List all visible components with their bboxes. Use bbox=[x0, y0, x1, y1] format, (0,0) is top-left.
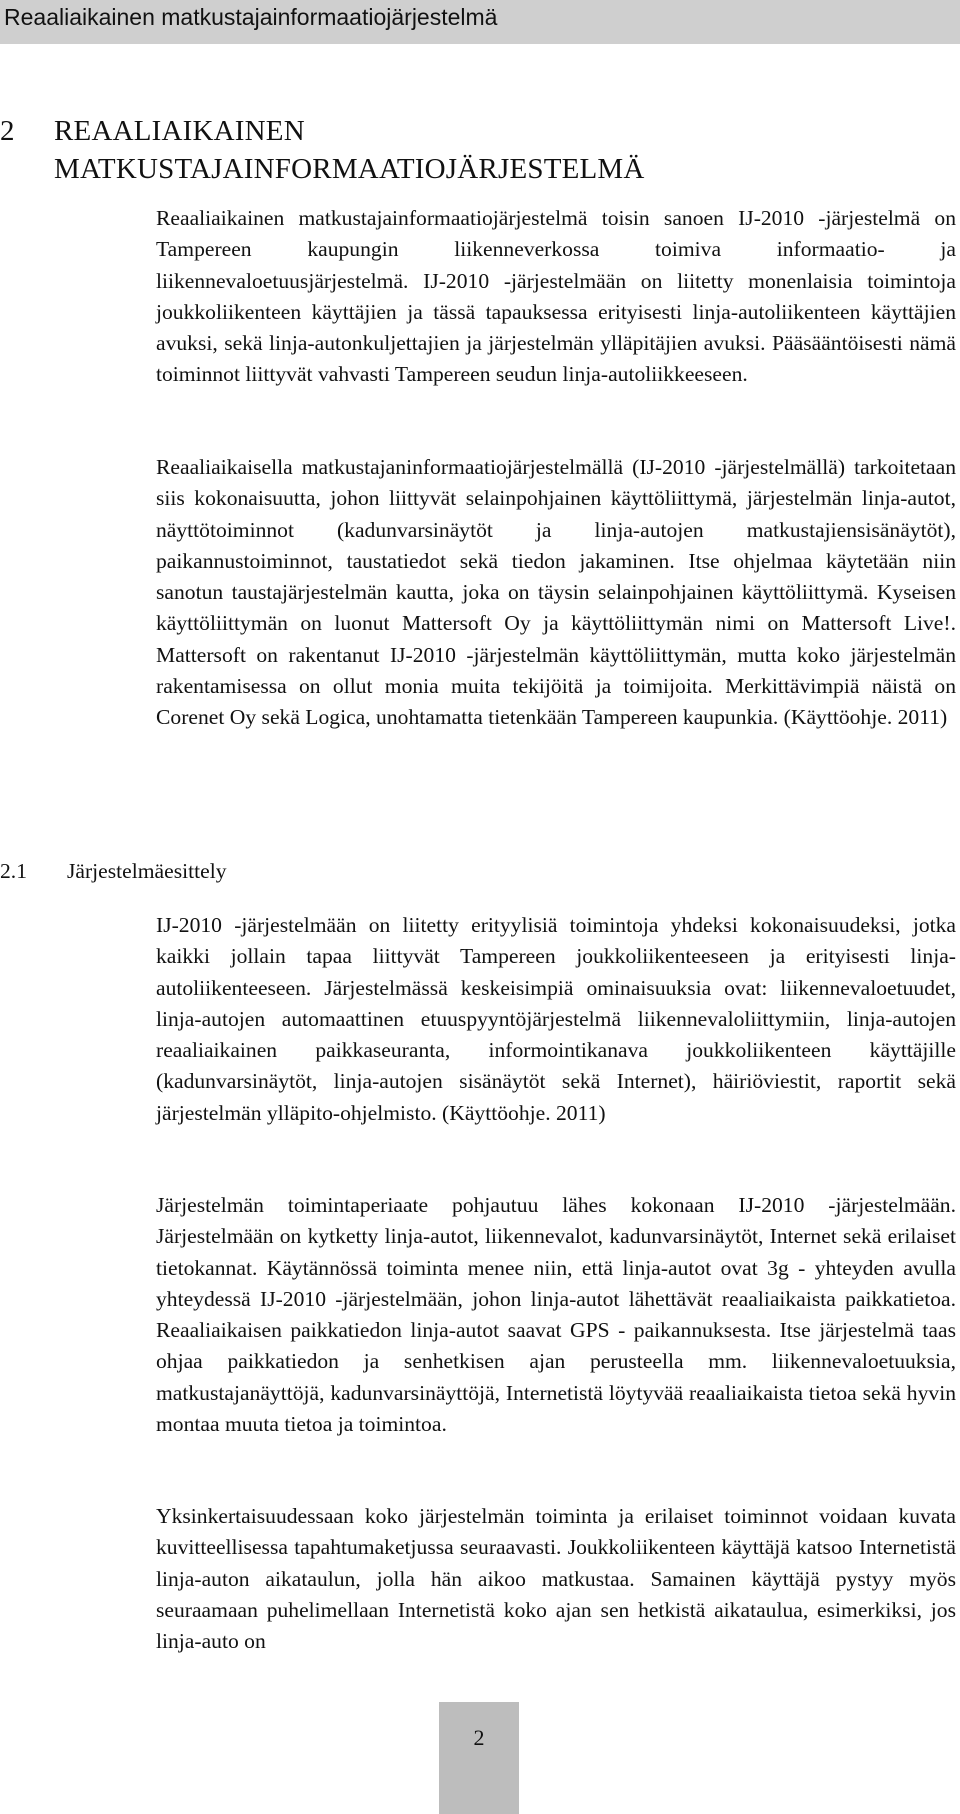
body-paragraph-section-2: Järjestelmän toimintaperiaate pohjautuu lähes kokonaan IJ-2010 -järjestelmään. Järjestelmään on kytketty linja-autot, liikennevalot, kadunvarsinäytöt, Internet sekä erilaiset tietokannat. Käytännössä toiminta menee niin, että linja-autot ovat 3g - yhteyden avulla yhteydessä IJ-2010 -järjestelmään, johon linja-autot lähettävät reaaliaikaista paikkatietoa. Reaaliaikaisen paikkatiedon linja-autot saavat GPS - paikannuksesta. Itse järjestelmä taas ohjaa paikkatiedon ja senhetkisen ajan perusteella mm. liikennevaloetuuksia, matkustajanäyttöjä, kadunvarsinäyttöjä, Internetistä löytyvää reaaliaikaista tietoa sekä hyvin montaa muuta tietoa ja toimintoa. bbox=[156, 1193, 956, 1437]
page-number-box bbox=[439, 1702, 519, 1814]
running-header-title: Reaaliaikainen matkustajainformaatiojärjestelmä bbox=[4, 4, 498, 30]
body-paragraph-section-3: Yksinkertaisuudessaan koko järjestelmän toiminta ja erilaiset toiminnot voidaan kuvata kuvitteellisessa tapahtumaketjussa seuraavasti. Joukkoliikenteen käyttäjä katsoo Internetistä linja-auton aikataulun, jolla hän aikoo matkustaa. Samainen käyttäjä pystyy myös seuraamaan puhelimellaan Internetistä koko ajan sen hetkistä aikataulua, esimerkiksi, jos linja-auto on bbox=[156, 1504, 956, 1654]
body-paragraph-intro-1: Reaaliaikainen matkustajainformaatiojärjestelmä toisin sanoen IJ-2010 -järjestelmä on Tampereen kaupungin liikenneverkossa toimiva informaatio- ja liikennevaloetuusjärjestelmä. IJ-2010 -järjestelmään on liitetty monenlaisia toimintoja joukkoliikenteen käyttäjien ja tässä tapauksessa erityisesti linja-autoliikenteen käyttäjien avuksi, sekä linja-autonkuljettajien ja järjestelmän ylläpitäjien avuksi. Pääsääntöisesti nämä toiminnot liittyvät vahvasti Tampereen seudun linja-autoliikkeeseen. bbox=[156, 206, 956, 387]
page-number: 2 bbox=[473, 1725, 485, 1750]
section-number: 2.1 bbox=[0, 859, 27, 883]
chapter-title: REAALIAIKAINEN MATKUSTAJAINFORMAATIOJÄRJESTELMÄ bbox=[54, 115, 645, 185]
chapter-number: 2 bbox=[0, 115, 15, 147]
body-paragraph-intro-2: Reaaliaikaisella matkustajaninformaatiojärjestelmällä (IJ-2010 -järjestelmällä) tarkoitetaan siis kokonaisuutta, johon liittyvät selainpohjainen käyttöliittymä, järjestelmän linja-autot, näyttötoiminnot (kadunvarsinäytöt ja linja-autojen matkustajiensisänäytöt), paikannustoiminnot, taustatiedot sekä tiedon jakaminen. Itse ohjelmaa käytetään niin sanotun taustajärjestelmän kautta, joka on täysin selainpohjainen käyttöliittymä. Kyseisen käyttöliittymän on luonut Mattersoft Oy ja käyttöliittymän nimi on Mattersoft Live!. Mattersoft on rakentanut IJ-2010 -järjestelmän käyttöliittymän, mutta koko järjestelmän rakentamisessa on ollut monia muita tekijöitä ja toimijoita. Merkittävimpiä näistä on Corenet Oy sekä Logica, unohtamatta tietenkään Tampereen kaupunkia. (Käyttöohje. 2011) bbox=[156, 455, 956, 730]
running-header bbox=[0, 0, 960, 44]
section-title: Järjestelmäesittely bbox=[67, 859, 227, 883]
body-paragraph-section-1: IJ-2010 -järjestelmään on liitetty erityylisiä toimintoja yhdeksi kokonaisuudeksi, jotka kaikki jollain tapaa liittyvät Tampereen joukkoliikenteeseen ja erityisesti linja-autoliikenteeseen. Järjestelmässä keskeisimpiä ominaisuuksia ovat: liikennevaloetuudet, linja-autojen automaattinen etuuspyyntöjärjestelmä liikennevaloliittymiin, linja-autojen reaaliaikainen paikkaseuranta, informointikanava joukkoliikenteen käyttäjille (kadunvarsinäytöt, linja-autojen sisänäytöt sekä Internet), häiriöviestit, raportit sekä järjestelmän ylläpito-ohjelmisto. (Käyttöohje. 2011) bbox=[156, 913, 956, 1125]
